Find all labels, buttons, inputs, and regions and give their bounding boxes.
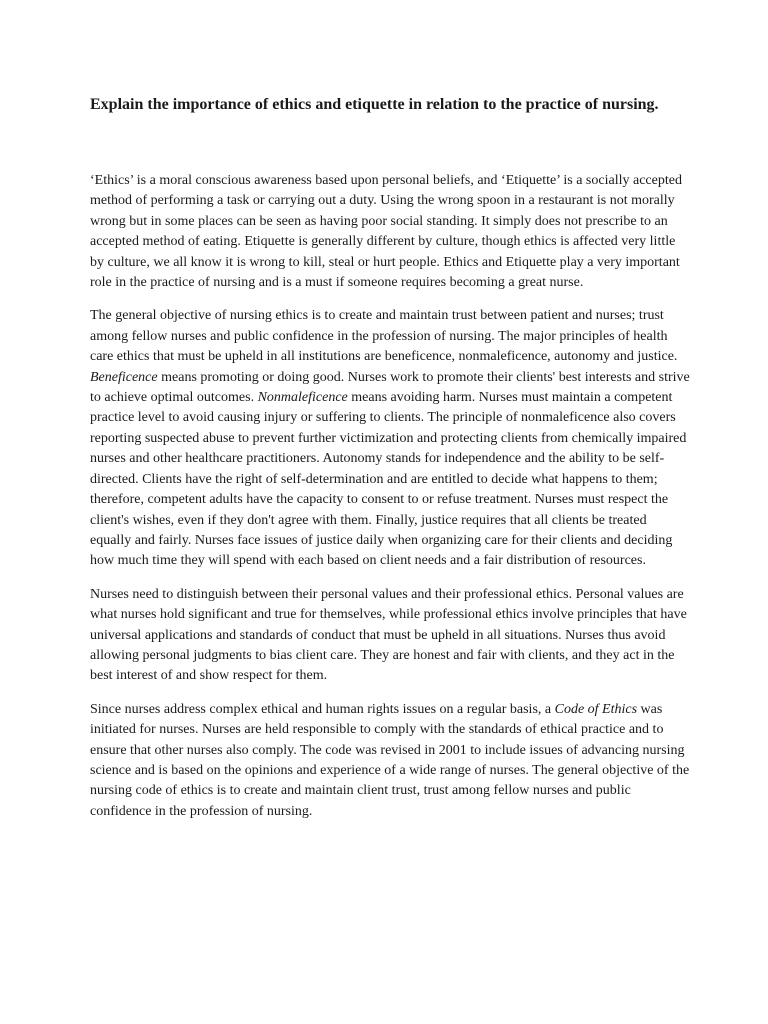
- paragraph-ethics-etiquette: ‘Ethics’ is a moral conscious awareness based upon personal beliefs, and ‘Etiquette’ is a socially accepted method of performing a task or carrying out a duty. Using the wrong spoon in a restaurant is not morally wrong but in some places can be seen as having poor social standing. It simply does not prescribe to an accepted method of eating. Etiquette is generally different by culture, though ethics is affected very little by culture, we all know it is wrong to kill, steal or hurt people. Ethics and Etiquette play a very important role in the practice of nursing and is a must if someone requires becoming a great nurse.: [90, 173, 682, 291]
- term-beneficence: Beneficence: [90, 369, 158, 385]
- term-nonmaleficence: Nonmaleficence: [257, 390, 348, 406]
- document-title: Explain the importance of ethics and etiquette in relation to the practice of nursing.: [90, 96, 659, 113]
- paragraph-text: means avoiding harm. Nurses must maintain a competent practice level to avoid causing injury or suffering to clients. The principle of nonmaleficence also covers reporting suspected abuse to prevent further victimization and protecting clients from chemically impaired nurses and other healthcare practitioners. Autonomy stands for independence and the ability to be self-directed. Clients have the right of self-determination and are entitled to decide what happens to them; therefore, competent adults have the capacity to consent to or refuse treatment. Nurses must respect the client's wishes, even if they don't agree with them. Finally, justice requires that all clients be treated equally and fairly. Nurses face issues of justice daily when organizing care for their clients and deciding how much time they will spend with each based on client needs and a fair distribution of resources.: [90, 390, 687, 569]
- paragraph-text: The general objective of nursing ethics is to create and maintain trust between patient and nurses; trust among fellow nurses and public confidence in the profession of nursing. The major principles of health care ethics that must be upheld in all institutions are beneficence, nonmaleficence, autonomy and justice.: [90, 308, 678, 365]
- paragraph-text: Since nurses address complex ethical and human rights issues on a regular basis, a: [90, 701, 555, 717]
- document-page: [90, 93, 690, 822]
- term-code-of-ethics: Code of Ethics: [554, 701, 638, 717]
- paragraph-text: was initiated for nurses. Nurses are held responsible to comply with the standards of ethical practice and to ensure that other nurses also comply. The code was revised in 2001 to include issues of advancing nursing science and is based on the opinions and experience of a wide range of nurses. The general objective of the nursing code of ethics is to create and maintain client trust, trust among fellow nurses and public confidence in the profession of nursing.: [90, 701, 690, 819]
- paragraph-personal-values: Nurses need to distinguish between their personal values and their professional ethics. Personal values are what nurses hold significant and true for themselves, while professional ethics involve principles that have universal applications and standards of conduct that must be upheld in all situations. Nurses thus avoid allowing personal judgments to bias client care. They are honest and fair with clients, and they act in the best interest of and show respect for them.: [90, 586, 687, 684]
- paragraph-text: means promoting or doing good. Nurses work to promote their clients' best interests and strive to achieve optimal outcomes.: [90, 369, 690, 406]
- paragraph-nursing-ethics-principles: [90, 306, 690, 571]
- paragraph-code-of-ethics: [90, 700, 690, 822]
